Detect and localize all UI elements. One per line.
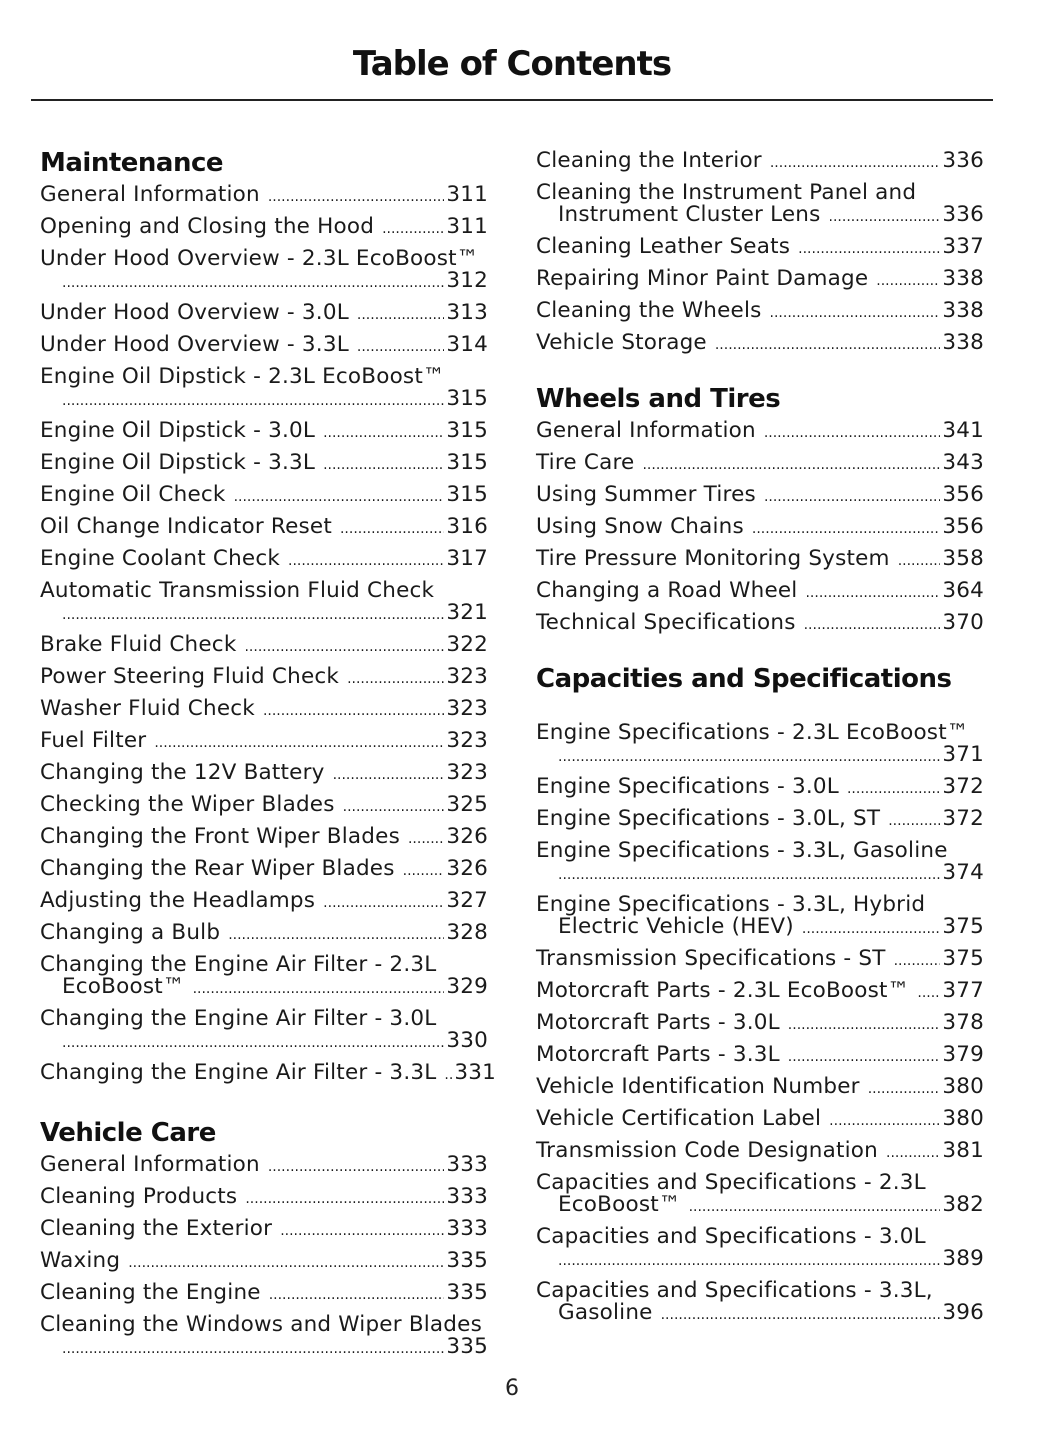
dot-leader [268, 184, 445, 208]
toc-entry-title: Engine Specifications - 3.3L, Hybrid [536, 892, 926, 917]
toc-entry[interactable] [40, 790, 488, 822]
dot-leader [804, 612, 941, 636]
toc-entry-title: Cleaning the Instrument Panel and [536, 180, 917, 205]
toc-entry[interactable] [40, 212, 488, 244]
toc-entry-page: 379 [942, 1042, 984, 1067]
toc-entry-page: 311 [446, 214, 488, 239]
toc-entry[interactable] [40, 886, 488, 918]
toc-entry-title: General Information [40, 1152, 260, 1177]
toc-entry[interactable] [536, 512, 984, 544]
toc-entry-page: 323 [446, 760, 488, 785]
toc-entry[interactable] [40, 244, 488, 298]
toc-entry-title: Changing the Front Wiper Blades [40, 824, 400, 849]
dot-leader [788, 1044, 941, 1068]
dot-leader [886, 1140, 940, 1164]
toc-entry[interactable] [40, 1310, 488, 1364]
page-title: Table of Contents [352, 44, 672, 84]
toc-entry-title: Automatic Transmission Fluid Check [40, 578, 435, 603]
toc-entry[interactable] [40, 1278, 488, 1310]
dot-leader [288, 548, 444, 572]
dot-leader [894, 948, 941, 972]
toc-entry-page: 337 [942, 234, 984, 259]
toc-entry[interactable] [40, 630, 488, 662]
toc-entry-title: Engine Specifications - 3.0L [536, 774, 839, 799]
toc-entry-page: 372 [942, 774, 984, 799]
dot-leader [333, 762, 445, 786]
toc-entry-title: Motorcraft Parts - 2.3L EcoBoost™ [536, 978, 910, 1003]
dot-leader [444, 1062, 452, 1086]
toc-entry-title: Technical Specifications [536, 610, 796, 635]
dot-leader [788, 1012, 941, 1036]
toc-entry-page: 328 [446, 920, 488, 945]
dot-leader [323, 452, 444, 476]
toc-entry-page: 382 [942, 1192, 984, 1217]
toc-entry-page: 356 [942, 514, 984, 539]
toc-entry[interactable] [536, 1008, 984, 1040]
toc-entry-page: 335 [446, 1280, 488, 1305]
toc-entry-page: 311 [446, 182, 488, 207]
toc-entry-page: 372 [942, 806, 984, 831]
toc-entry-page: 377 [942, 978, 984, 1003]
toc-entry[interactable] [536, 944, 984, 976]
toc-entry[interactable] [40, 576, 488, 630]
toc-entry[interactable] [536, 1136, 984, 1168]
toc-entry-title: Transmission Code Designation [536, 1138, 878, 1163]
section-heading-maintenance: Maintenance [40, 148, 224, 178]
toc-entry[interactable] [40, 416, 488, 448]
toc-entry-page: 364 [942, 578, 984, 603]
toc-entry-title: Under Hood Overview - 2.3L EcoBoost™ [40, 246, 479, 271]
toc-entry-title-continued: EcoBoost™ [558, 1192, 681, 1217]
toc-entry-title: Cleaning the Windows and Wiper Blades [40, 1312, 482, 1337]
dot-leader [347, 666, 444, 690]
toc-entry-title-continued: EcoBoost™ [62, 974, 185, 999]
toc-entry-title: Checking the Wiper Blades [40, 792, 335, 817]
toc-entry-page: 314 [446, 332, 488, 357]
toc-entry-page: 317 [446, 546, 488, 571]
toc-entry-title: Fuel Filter [40, 728, 147, 753]
dot-leader [323, 420, 444, 444]
dot-leader [62, 1336, 444, 1360]
toc-entry-page: 374 [942, 860, 984, 885]
dot-leader [357, 334, 444, 358]
toc-entry-title: Capacities and Specifications - 3.3L, [536, 1278, 933, 1303]
dot-leader [868, 1076, 941, 1100]
dot-leader [689, 1194, 941, 1218]
toc-entry-title: Cleaning Leather Seats [536, 234, 791, 259]
toc-entry-title: Engine Specifications - 3.3L, Gasoline [536, 838, 948, 863]
toc-entry-title: Cleaning the Wheels [536, 298, 762, 323]
dot-leader [917, 980, 940, 1004]
dot-leader [323, 890, 444, 914]
toc-entry-page: 338 [942, 266, 984, 291]
dot-leader [715, 332, 941, 356]
dot-leader [128, 1250, 444, 1274]
toc-entry-title: Engine Coolant Check [40, 546, 281, 571]
dot-leader [263, 698, 444, 722]
toc-entry[interactable] [536, 544, 984, 576]
dot-leader [558, 862, 940, 886]
toc-entry-title: Engine Oil Dipstick - 3.0L [40, 418, 316, 443]
toc-entry[interactable] [40, 480, 488, 512]
toc-entry-title: Brake Fluid Check [40, 632, 237, 657]
toc-entry-page: 371 [942, 742, 984, 767]
dot-leader [661, 1302, 941, 1326]
toc-entry-title: Engine Oil Dipstick - 3.3L [40, 450, 316, 475]
page-number: 6 [505, 1376, 519, 1401]
dot-leader [280, 1218, 444, 1242]
toc-entry-page: 322 [446, 632, 488, 657]
toc-entry-page: 335 [446, 1334, 488, 1359]
toc-entry-page: 396 [942, 1300, 984, 1325]
toc-entry-title: Changing the Engine Air Filter - 3.3L [40, 1060, 437, 1085]
toc-entry[interactable] [40, 1246, 488, 1278]
dot-leader [642, 452, 940, 476]
toc-entry-title: Changing the Engine Air Filter - 3.0L [40, 1006, 437, 1031]
dot-leader [752, 516, 940, 540]
toc-entry-title: Engine Specifications - 3.0L, ST [536, 806, 881, 831]
dot-leader [764, 420, 941, 444]
toc-left-column [40, 146, 497, 1364]
dot-leader [770, 150, 941, 174]
toc-entry-page: 329 [446, 974, 488, 999]
toc-entry-page: 335 [446, 1248, 488, 1273]
toc-entry-page: 380 [942, 1074, 984, 1099]
dot-leader [408, 826, 444, 850]
toc-entry-title: Vehicle Storage [536, 330, 707, 355]
toc-entry[interactable] [536, 146, 984, 178]
toc-entry-title: Vehicle Certification Label [536, 1106, 822, 1131]
toc-entry[interactable] [40, 758, 488, 790]
toc-entry[interactable] [40, 726, 488, 758]
toc-entry[interactable] [40, 662, 488, 694]
dot-leader [62, 1030, 444, 1054]
toc-entry-page: 315 [446, 386, 488, 411]
title-divider [31, 99, 993, 101]
toc-entry-page: 336 [942, 148, 984, 173]
toc-entry-page: 321 [446, 600, 488, 625]
toc-entry-page: 323 [446, 664, 488, 689]
dot-leader [62, 270, 444, 294]
toc-entry-title: Vehicle Identification Number [536, 1074, 860, 1099]
dot-leader [847, 776, 940, 800]
toc-entry-page: 338 [942, 298, 984, 323]
toc-entry-page: 330 [446, 1028, 488, 1053]
toc-entry[interactable] [40, 512, 488, 544]
toc-entry[interactable] [536, 772, 984, 804]
toc-entry-page: 325 [446, 792, 488, 817]
toc-entry[interactable] [536, 1168, 984, 1222]
toc-entry-title: Capacities and Specifications - 3.0L [536, 1224, 926, 1249]
toc-entry-page: 326 [446, 824, 488, 849]
toc-entry-title: Changing a Bulb [40, 920, 221, 945]
toc-entry-page: 343 [942, 450, 984, 475]
toc-entry-title: Motorcraft Parts - 3.3L [536, 1042, 780, 1067]
dot-leader [228, 922, 444, 946]
toc-entry-title: Adjusting the Headlamps [40, 888, 316, 913]
toc-entry-title: Capacities and Specifications - 2.3L [536, 1170, 926, 1195]
dot-leader [558, 744, 940, 768]
dot-leader [269, 1282, 445, 1306]
toc-entry[interactable] [536, 416, 984, 448]
toc-entry-page: 316 [446, 514, 488, 539]
toc-entry-title: Engine Oil Dipstick - 2.3L EcoBoost™ [40, 364, 445, 389]
toc-entry-page: 389 [942, 1246, 984, 1271]
dot-leader [62, 602, 444, 626]
toc-entry[interactable] [536, 480, 984, 512]
dot-leader [343, 794, 445, 818]
section-heading-capacities-and-specifications: Capacities and Specifications [536, 664, 952, 694]
dot-leader [382, 216, 444, 240]
toc-entry[interactable] [536, 1072, 984, 1104]
toc-entry[interactable] [536, 804, 984, 836]
section-heading-vehicle-care: Vehicle Care [40, 1118, 216, 1148]
toc-entry-title: Cleaning Products [40, 1184, 238, 1209]
toc-entry-title: Tire Care [536, 450, 635, 475]
toc-entry[interactable] [40, 1004, 488, 1058]
toc-entry-title: Engine Oil Check [40, 482, 226, 507]
toc-entry-title: General Information [40, 182, 260, 207]
toc-entry-page: 336 [942, 202, 984, 227]
dot-leader [829, 1108, 940, 1132]
toc-entry[interactable] [536, 264, 984, 296]
toc-entry-title: Motorcraft Parts - 3.0L [536, 1010, 780, 1035]
toc-entry[interactable] [40, 1214, 488, 1246]
toc-entry-title: Tire Pressure Monitoring System [536, 546, 890, 571]
toc-entry[interactable] [536, 890, 984, 944]
toc-entry[interactable] [536, 576, 984, 608]
toc-entry-title: Under Hood Overview - 3.0L [40, 300, 349, 325]
toc-entry-page: 333 [446, 1184, 488, 1209]
toc-entry-page: 312 [446, 268, 488, 293]
toc-entry[interactable] [536, 1222, 984, 1276]
toc-entry[interactable] [40, 180, 488, 212]
toc-entry[interactable] [536, 976, 984, 1008]
toc-entry-page: 380 [942, 1106, 984, 1131]
dot-leader [403, 858, 445, 882]
toc-entry-page: 375 [942, 946, 984, 971]
toc-entry-page: 333 [446, 1152, 488, 1177]
toc-entry-page: 313 [446, 300, 488, 325]
toc-entry-title: Engine Specifications - 2.3L EcoBoost™ [536, 720, 969, 745]
toc-entry[interactable] [536, 718, 984, 772]
toc-entry-title: Opening and Closing the Hood [40, 214, 375, 239]
toc-entry[interactable] [536, 1104, 984, 1136]
toc-entry-page: 327 [446, 888, 488, 913]
toc-entry[interactable] [40, 298, 488, 330]
toc-entry-title: Using Summer Tires [536, 482, 756, 507]
toc-entry-title: Power Steering Fluid Check [40, 664, 340, 689]
toc-entry[interactable] [40, 950, 488, 1004]
dot-leader [234, 484, 445, 508]
toc-entry[interactable] [536, 448, 984, 480]
toc-entry-title: Transmission Specifications - ST [536, 946, 886, 971]
toc-entry-page: 323 [446, 696, 488, 721]
toc-entry[interactable] [536, 328, 984, 360]
toc-entry-page: 326 [446, 856, 488, 881]
toc-entry[interactable] [40, 822, 488, 854]
toc-entry-page: 331 [454, 1060, 497, 1085]
toc-entry-title: Washer Fluid Check [40, 696, 255, 721]
toc-entry[interactable] [40, 1182, 488, 1214]
toc-entry-title: Oil Change Indicator Reset [40, 514, 332, 539]
toc-entry-page: 375 [942, 914, 984, 939]
toc-entry-page: 315 [446, 482, 488, 507]
dot-leader [802, 916, 940, 940]
toc-entry-page: 358 [942, 546, 984, 571]
toc-entry-page: 381 [942, 1138, 984, 1163]
toc-entry[interactable] [40, 1150, 488, 1182]
toc-entry-page: 333 [446, 1216, 488, 1241]
toc-entry[interactable] [536, 232, 984, 264]
dot-leader [154, 730, 444, 754]
toc-right-column [536, 146, 984, 1330]
toc-entry-title: Cleaning the Engine [40, 1280, 261, 1305]
toc-entry-title: Changing the Engine Air Filter - 2.3L [40, 952, 437, 977]
toc-entry-title: Repairing Minor Paint Damage [536, 266, 869, 291]
toc-entry[interactable] [536, 836, 984, 890]
dot-leader [770, 300, 941, 324]
toc-entry[interactable] [536, 608, 984, 640]
toc-entry-page: 323 [446, 728, 488, 753]
toc-entry-page: 356 [942, 482, 984, 507]
dot-leader [62, 388, 444, 412]
dot-leader [357, 302, 444, 326]
toc-entry-title: Cleaning the Exterior [40, 1216, 273, 1241]
toc-entry-title: Under Hood Overview - 3.3L [40, 332, 349, 357]
toc-entry-page: 315 [446, 418, 488, 443]
toc-entry-page: 341 [942, 418, 984, 443]
toc-entry[interactable] [40, 544, 488, 576]
toc-entry-page: 378 [942, 1010, 984, 1035]
toc-entry-page: 315 [446, 450, 488, 475]
toc-entry-page: 338 [942, 330, 984, 355]
dot-leader [805, 580, 940, 604]
toc-entry-title: Changing the 12V Battery [40, 760, 325, 785]
toc-entry-title: Waxing [40, 1248, 121, 1273]
toc-entry[interactable] [536, 1040, 984, 1072]
toc-entry[interactable] [40, 362, 488, 416]
dot-leader [268, 1154, 445, 1178]
toc-entry-title: Changing the Rear Wiper Blades [40, 856, 395, 881]
dot-leader [244, 634, 444, 658]
toc-entry[interactable] [40, 918, 488, 950]
dot-leader [876, 268, 940, 292]
toc-entry-title-continued: Gasoline [558, 1300, 653, 1325]
toc-entry-title: Changing a Road Wheel [536, 578, 798, 603]
section-heading-wheels-and-tires: Wheels and Tires [536, 384, 781, 414]
dot-leader [764, 484, 940, 508]
dot-leader [888, 808, 940, 832]
toc-entry[interactable] [536, 178, 984, 232]
toc-entry[interactable] [40, 854, 488, 886]
toc-entry[interactable] [40, 1058, 497, 1090]
dot-leader [829, 204, 941, 228]
toc-entry-title: General Information [536, 418, 756, 443]
dot-leader [558, 1248, 940, 1272]
toc-entry[interactable] [40, 448, 488, 480]
toc-entry-page: 370 [942, 610, 984, 635]
dot-leader [245, 1186, 444, 1210]
toc-entry[interactable] [536, 296, 984, 328]
toc-entry[interactable] [536, 1276, 984, 1330]
dot-leader [193, 976, 445, 1000]
toc-entry-title: Cleaning the Interior [536, 148, 762, 173]
dot-leader [798, 236, 940, 260]
toc-entry[interactable] [40, 330, 488, 362]
toc-entry-title-continued: Instrument Cluster Lens [558, 202, 821, 227]
dot-leader [340, 516, 444, 540]
toc-entry[interactable] [40, 694, 488, 726]
toc-entry-title: Using Snow Chains [536, 514, 744, 539]
toc-entry-title-continued: Electric Vehicle (HEV) [558, 914, 794, 939]
dot-leader [898, 548, 941, 572]
